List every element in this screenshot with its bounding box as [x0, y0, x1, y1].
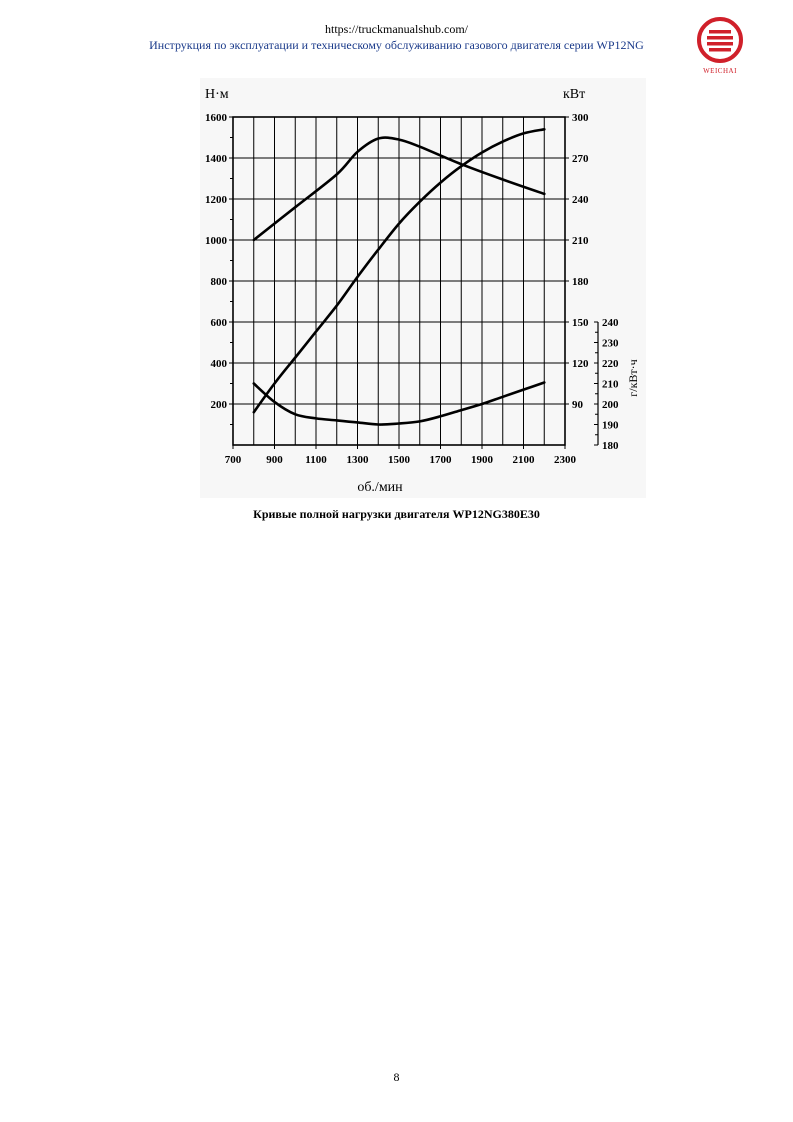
y-right2-tick-label: 180	[602, 440, 619, 452]
header-title: Инструкция по эксплуатации и техническому обслуживанию газового двигателя серии WP12NG	[149, 38, 644, 52]
y-left-tick-label: 200	[210, 399, 227, 411]
header-url[interactable]: https://truckmanualshub.com/	[325, 22, 468, 36]
y-left-tick-label: 1000	[205, 235, 227, 247]
logo-bar-3	[707, 42, 733, 46]
y-right-tick-label: 210	[572, 235, 589, 247]
full-load-curves-chart	[200, 78, 646, 498]
y-left-tick-label: 400	[210, 358, 227, 370]
x-tick-label: 1100	[305, 454, 327, 466]
y-right-axis-label: кВт	[563, 87, 586, 102]
logo-bar-4	[709, 48, 731, 52]
y-left-tick-label: 1600	[205, 112, 227, 124]
x-tick-label: 1900	[471, 454, 493, 466]
y-right-tick-label: 180	[572, 276, 589, 288]
y-left-tick-label: 600	[210, 317, 227, 329]
y-right2-tick-label: 210	[602, 378, 619, 391]
figure-caption: Кривые полной нагрузки двигателя WP12NG380E30	[253, 507, 540, 521]
y-left-tick-label: 1200	[205, 194, 227, 206]
y-right-tick-label: 150	[572, 317, 589, 329]
y-right-tick-label: 120	[572, 358, 589, 370]
x-tick-label: 1500	[388, 454, 410, 466]
x-tick-label: 1700	[429, 454, 452, 466]
y-left-axis-label: Н·м	[205, 87, 229, 102]
x-tick-label: 2100	[512, 454, 535, 466]
y-left-tick-label: 1400	[205, 153, 227, 165]
logo-bar-1	[709, 30, 731, 34]
y-right2-tick-label: 230	[602, 337, 619, 350]
weichai-logo	[694, 16, 746, 78]
y-left-tick-label: 800	[210, 276, 227, 288]
page-number: 8	[393, 1070, 400, 1084]
x-axis-label: об./мин	[357, 480, 403, 495]
y-right2-axis-label: г/кВт·ч	[626, 359, 640, 397]
y-right2-tick-label: 190	[602, 419, 619, 432]
y-right2-tick-label: 220	[602, 358, 619, 370]
x-tick-label: 900	[266, 454, 283, 466]
logo-ring	[699, 19, 741, 61]
x-tick-label: 700	[224, 454, 242, 466]
logo-bar-2	[707, 36, 733, 40]
x-tick-label: 1300	[346, 454, 369, 466]
x-tick-label: 2300	[554, 454, 576, 466]
y-right2-tick-label: 240	[602, 317, 619, 329]
y-right-tick-label: 240	[572, 194, 589, 206]
y-right-tick-label: 90	[572, 399, 583, 411]
logo-text: WEICHAI	[703, 67, 737, 75]
y-right-tick-label: 270	[572, 153, 589, 165]
y-right2-tick-label: 200	[602, 399, 619, 411]
y-right-tick-label: 300	[572, 112, 589, 124]
chart-background	[200, 78, 646, 498]
